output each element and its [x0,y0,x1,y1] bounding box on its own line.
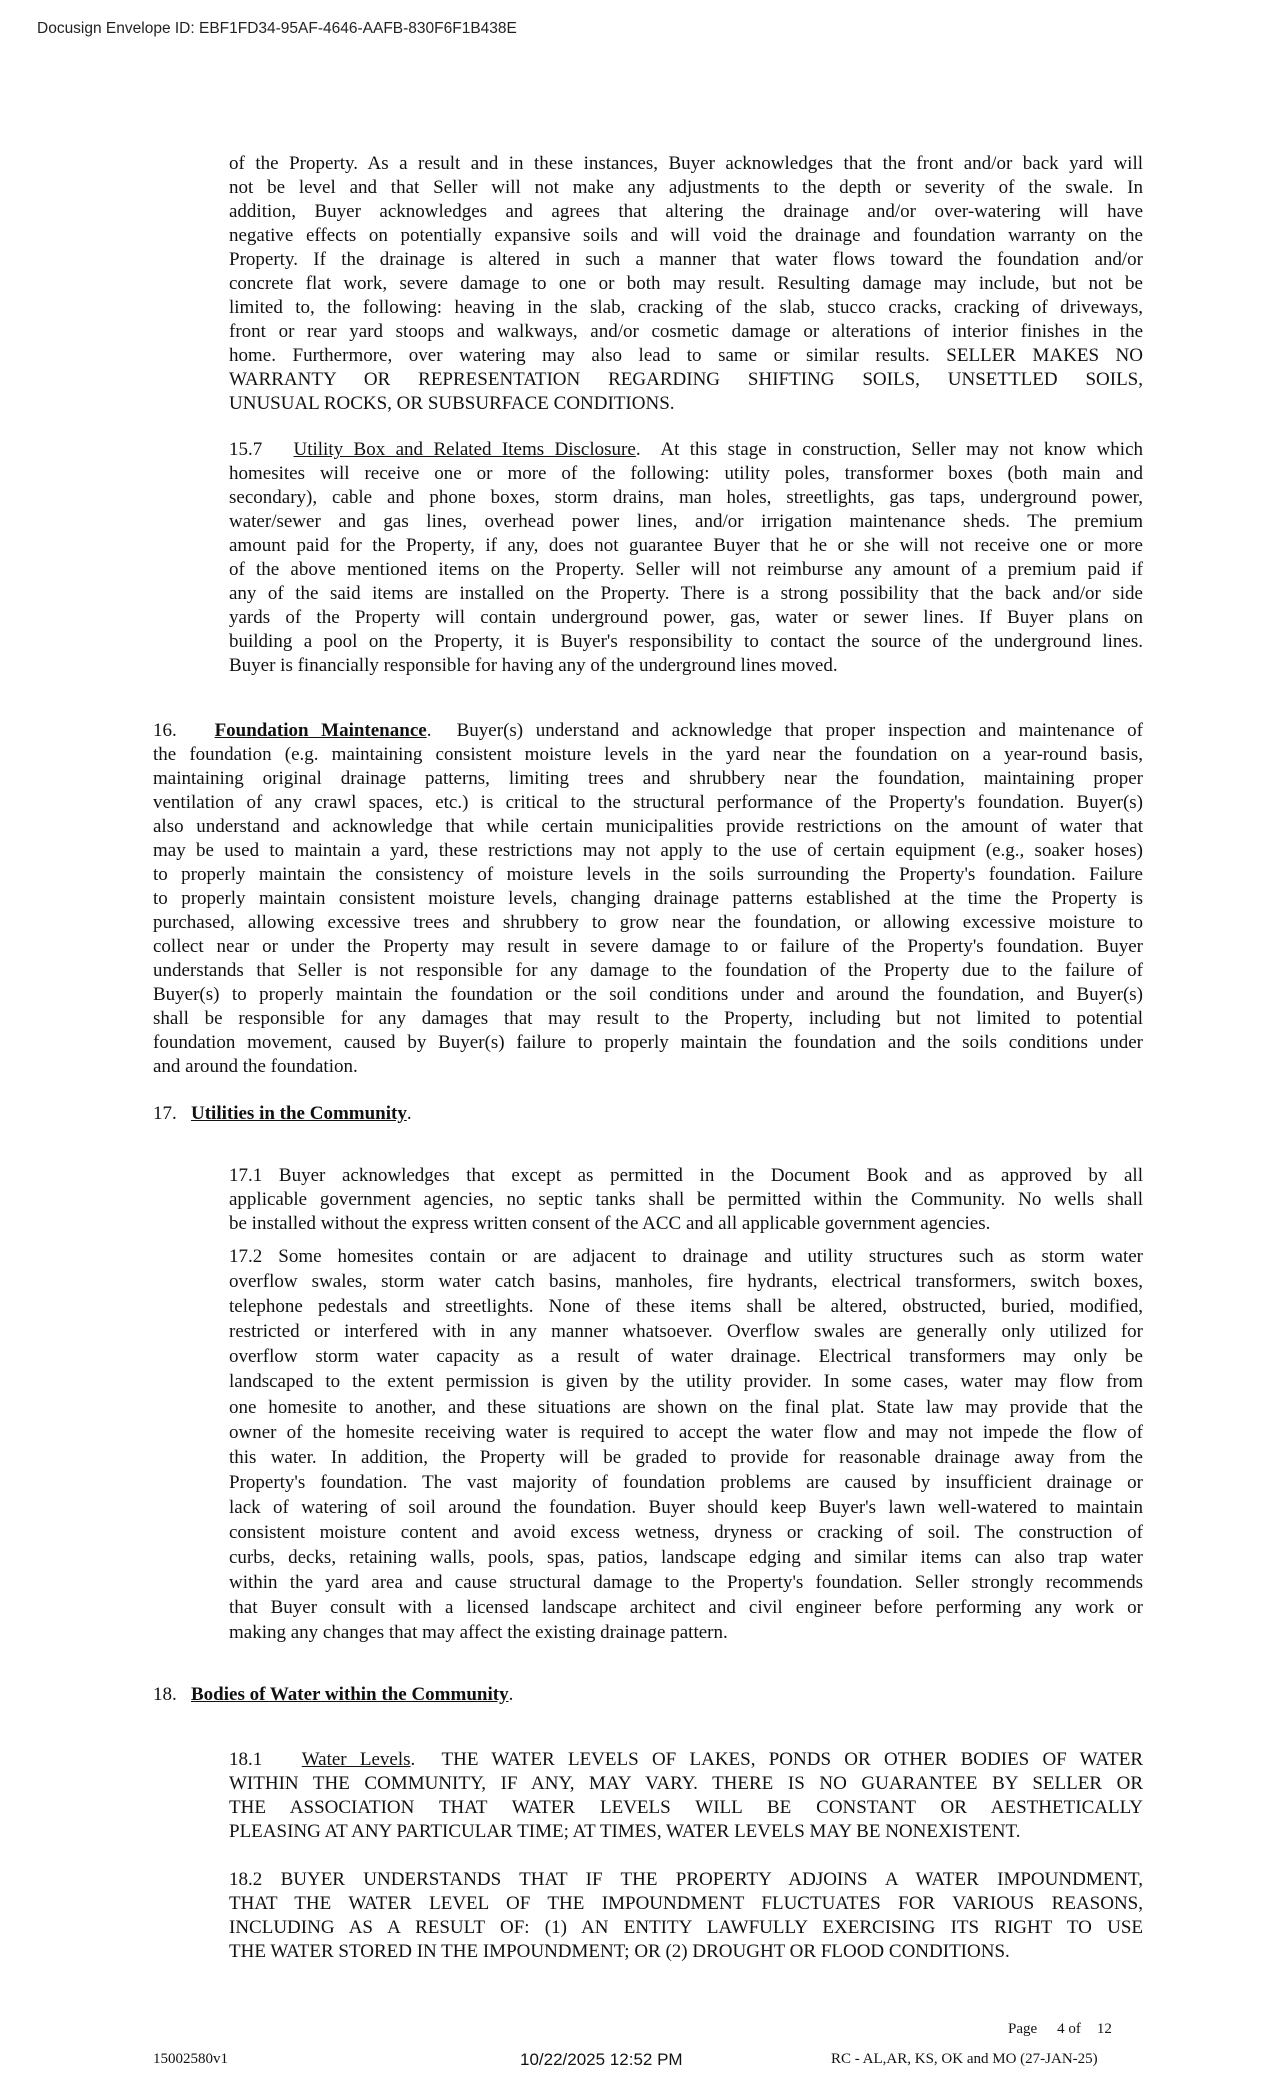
page-of: of [1068,2021,1081,2037]
text-line: telephone pedestals and streetlights. None of these items shall be altered, obstructed, buried, modified, [229,1296,1143,1318]
page-current: 4 [1057,2021,1065,2037]
text-line: INCLUDING AS A RESULT OF: (1) AN ENTITY LAWFULLY EXERCISING ITS RIGHT TO USE [229,1917,1143,1938]
text-line: negative effects on potentially expansive soils and will void the drainage and foundation warranty on the [229,225,1143,246]
text-line: and around the foundation. [153,1056,358,1077]
text-line [153,719,1143,743]
text-line: understands that Seller is not responsible for any damage to the foundation of the Property due to the failure of [153,960,1143,981]
paragraph-17-2-drainage [229,1244,1143,1646]
text-line: foundation movement, caused by Buyer(s) failure to properly maintain the foundation and the soils conditions under [153,1032,1143,1053]
text-line: 17.1 Buyer acknowledges that except as permitted in the Document Book and as approved by all [229,1165,1143,1186]
text-segment: . THE WATER LEVELS OF LAKES, PONDS OR OTHER BODIES OF WATER [410,1749,1144,1770]
document-version-id: 15002580v1 [153,2051,228,2067]
text-line: water/sewer and gas lines, overhead power lines, and/or irrigation maintenance sheds. The premium [229,511,1143,532]
text-line: of the Property. As a result and in these instances, Buyer acknowledges that the front and/or back yard will [229,153,1143,174]
text-segment: . At this stage in construction, Seller may not know which [635,439,1143,460]
text-line: one homesite to another, and these situations are shown on the final plat. State law may provide that the [229,1396,1143,1418]
section-18-heading [153,1683,513,1707]
text-line: WITHIN THE COMMUNITY, IF ANY, MAY VARY. THERE IS NO GUARANTEE BY SELLER OR [229,1773,1143,1794]
text-line: to properly maintain the consistency of moisture levels in the soils surrounding the Property's foundation. Failure [153,864,1143,885]
text-line: collect near or under the Property may result in severe damage to or failure of the Property's foundation. Buyer [153,936,1143,957]
paragraph-17-1-septic [229,1164,1143,1236]
text-line: home. Furthermore, over watering may also lead to same or similar results. SELLER MAKES NO [229,345,1143,366]
section-number: 17. [153,1103,191,1124]
text-line: consistent moisture content and avoid excess wetness, dryness or cracking of soil. The construction of [229,1522,1143,1544]
text-line: any of the said items are installed on the Property. There is a strong possibility that the back and/or side [229,583,1143,604]
text-line: not be level and that Seller will not make any adjustments to the depth or severity of the swale. In [229,177,1143,198]
form-reference: RC - AL,AR, KS, OK and MO (27-JAN-25) [831,2051,1098,2067]
paragraph-18-2-impoundment [229,1868,1143,1964]
text-line: front or rear yard stoops and walkways, and/or cosmetic damage or alterations of interior finishes in the [229,321,1143,342]
section-title: Bodies of Water within the Community [191,1684,509,1705]
text-line: curbs, decks, retaining walls, pools, spas, patios, landscape edging and similar items can also trap water [229,1547,1143,1569]
section-number: 18. [153,1684,191,1705]
text-line: Buyer(s) to properly maintain the foundation or the soil conditions under and around the foundation, and Buyer(s) [153,984,1143,1005]
docusign-envelope-id: Docusign Envelope ID: EBF1FD34-95AF-4646-AAFB-830F6F1B438E [37,20,517,37]
text-line: Buyer is financially responsible for having any of the underground lines moved. [229,655,838,676]
subsection-title: Foundation Maintenance [214,720,427,741]
text-line: may be used to maintain a yard, these restrictions may not apply to the use of certain equipment (e.g., soaker hoses) [153,840,1143,861]
text-line: landscaped to the extent permission is given by the utility provider. In some cases, water may flow from [229,1371,1143,1393]
text-line: this water. In addition, the Property will be graded to provide for reasonable drainage away from the [229,1446,1143,1468]
signing-timestamp: 10/22/2025 12:52 PM [520,2050,683,2069]
text-line: THE ASSOCIATION THAT WATER LEVELS WILL BE CONSTANT OR AESTHETICALLY [229,1797,1143,1818]
text-segment: 16. [153,720,215,741]
text-line [229,1748,1143,1772]
text-line: addition, Buyer acknowledges and agrees that altering the drainage and/or over-watering will have [229,201,1143,222]
text-line: maintaining original drainage patterns, limiting trees and shrubbery near the foundation, maintaining proper [153,768,1143,789]
text-line: WARRANTY OR REPRESENTATION REGARDING SHIFTING SOILS, UNSETTLED SOILS, [229,369,1143,390]
text-segment: 15.7 [229,439,294,460]
text-line: making any changes that may affect the existing drainage pattern. [229,1622,728,1644]
text-line: Property's foundation. The vast majority of foundation problems are caused by insufficient drainage or [229,1471,1143,1493]
text-line: overflow swales, storm water catch basins, manholes, fire hydrants, electrical transformers, switch boxes, [229,1271,1143,1293]
text-line: be installed without the express written consent of the ACC and all applicable government agencies. [229,1213,991,1234]
text-line: THAT THE WATER LEVEL OF THE IMPOUNDMENT FLUCTUATES FOR VARIOUS REASONS, [229,1893,1143,1914]
page-total: 12 [1096,2021,1112,2037]
text-line: limited to, the following: heaving in the slab, cracking of the slab, stucco cracks, cracking of driveways, [229,297,1143,318]
page-number [1008,2021,1112,2038]
subsection-title: Utility Box and Related Items Disclosure [293,439,636,460]
text-line: Property. If the drainage is altered in such a manner that water flows toward the foundation and/or [229,249,1143,270]
text-line: ventilation of any crawl spaces, etc.) is critical to the structural performance of the Property's foundation. Buyer(s) [153,792,1143,813]
punctuation: . [406,1103,412,1124]
text-line: the foundation (e.g. maintaining consistent moisture levels in the yard near the foundation on a year-round basis, [153,744,1143,765]
section-title: Utilities in the Community [191,1103,407,1124]
text-line: purchased, allowing excessive trees and shrubbery to grow near the foundation, or allowing excessive moisture to [153,912,1143,933]
text-line: to properly maintain consistent moisture levels, changing drainage patterns established at the time the Property is [153,888,1143,909]
text-line: restricted or interfered with in any manner whatsoever. Overflow swales are generally only utilized for [229,1321,1143,1343]
text-line: THE WATER STORED IN THE IMPOUNDMENT; OR (2) DROUGHT OR FLOOD CONDITIONS. [229,1941,1010,1962]
text-segment: . Buyer(s) understand and acknowledge that proper inspection and maintenance of [426,720,1143,741]
subsection-title: Water Levels [301,1749,411,1770]
text-line: also understand and acknowledge that while certain municipalities provide restrictions on the amount of water that [153,816,1143,837]
section-16-foundation-maintenance [153,719,1143,1079]
text-line: shall be responsible for any damages that may result to the Property, including but not limited to potential [153,1008,1143,1029]
text-line: owner of the homesite receiving water is required to accept the water flow and may not impede the flow of [229,1421,1143,1443]
page-label: Page [1008,2021,1038,2037]
text-line: within the yard area and cause structural damage to the Property's foundation. Seller strongly recommends [229,1572,1143,1594]
paragraph-15-7-utility-box [229,438,1143,678]
text-line [229,438,1143,462]
punctuation: . [508,1684,514,1705]
paragraph-15-continuation [229,152,1143,416]
text-line: amount paid for the Property, if any, does not guarantee Buyer that he or she will not receive one or more [229,535,1143,556]
text-line: secondary), cable and phone boxes, storm drains, man holes, streetlights, gas taps, underground power, [229,487,1143,508]
text-line: 17.2 Some homesites contain or are adjacent to drainage and utility structures such as storm water [229,1246,1143,1267]
text-line: PLEASING AT ANY PARTICULAR TIME; AT TIMES, WATER LEVELS MAY BE NONEXISTENT. [229,1821,1021,1842]
text-line: homesites will receive one or more of the following: utility poles, transformer boxes (both main and [229,463,1143,484]
text-line: of the above mentioned items on the Property. Seller will not reimburse any amount of a premium paid if [229,559,1143,580]
text-line: 18.2 BUYER UNDERSTANDS THAT IF THE PROPERTY ADJOINS A WATER IMPOUNDMENT, [229,1869,1143,1890]
text-line: lack of watering of soil around the foundation. Buyer should keep Buyer's lawn well-watered to maintain [229,1496,1143,1518]
section-17-heading [153,1102,412,1126]
text-line: building a pool on the Property, it is Buyer's responsibility to contact the source of the underground lines. [229,631,1143,652]
text-line: UNUSUAL ROCKS, OR SUBSURFACE CONDITIONS. [229,393,675,414]
text-line: overflow storm water capacity as a result of water drainage. Electrical transformers may only be [229,1346,1143,1368]
text-segment: 18.1 [229,1749,302,1770]
text-line: concrete flat work, severe damage to one or both may result. Resulting damage may include, but not be [229,273,1143,294]
text-line: that Buyer consult with a licensed landscape architect and civil engineer before performing any work or [229,1597,1143,1619]
paragraph-18-1-water-levels [229,1748,1143,1844]
text-line: applicable government agencies, no septic tanks shall be permitted within the Community. No wells shall [229,1189,1143,1210]
text-line: yards of the Property will contain underground power, gas, water or sewer lines. If Buyer plans on [229,607,1143,628]
